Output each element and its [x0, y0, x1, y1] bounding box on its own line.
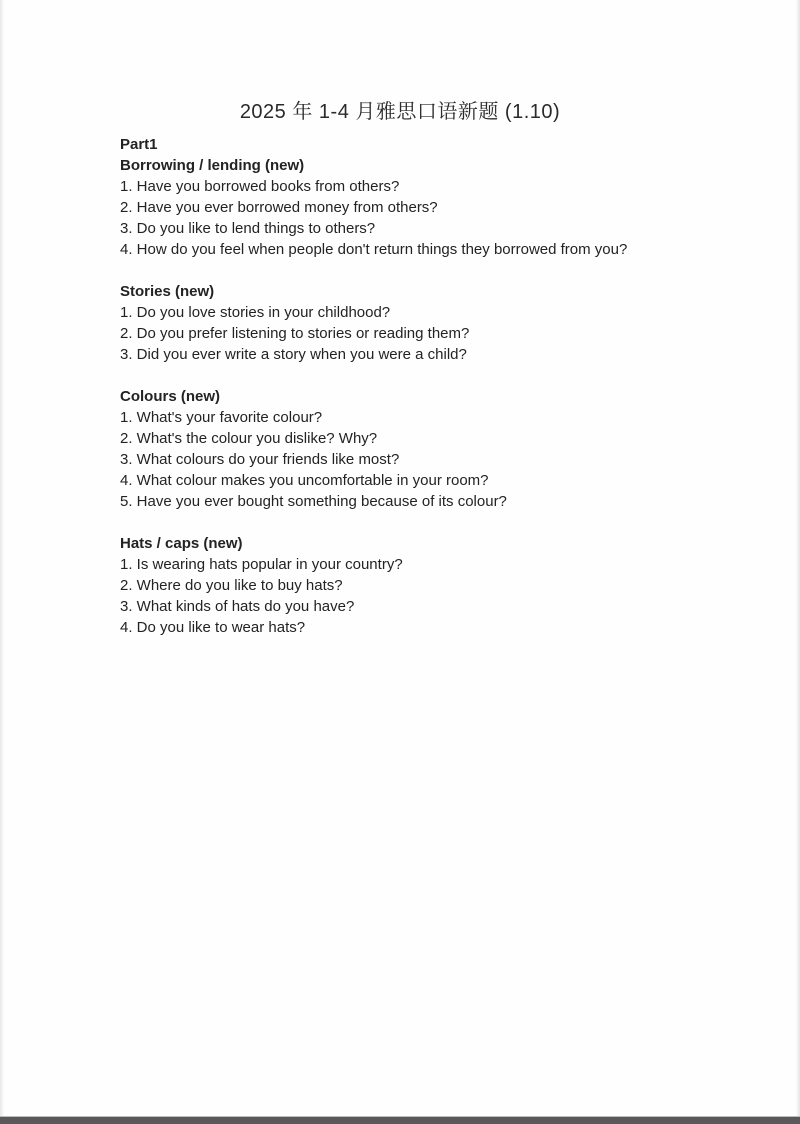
section-heading: Colours (new)	[120, 388, 220, 405]
section-colours	[120, 386, 710, 512]
document-content	[120, 134, 710, 638]
question-line: 2. What's the colour you dislike? Why?	[120, 430, 378, 447]
question-line: 1. Is wearing hats popular in your country?	[120, 556, 403, 573]
document-title: 2025 年 1-4 月雅思口语新题 (1.10)	[239, 101, 561, 123]
question-line: 1. Do you love stories in your childhood?	[120, 304, 391, 321]
section-hats-caps	[120, 533, 710, 638]
question-line: 2. Do you prefer listening to stories or reading them?	[120, 325, 470, 342]
section-heading: Borrowing / lending (new)	[120, 157, 305, 174]
question-line: 3. What colours do your friends like most?	[120, 451, 400, 468]
section-borrowing-lending	[120, 155, 710, 260]
page-bottom-edge	[0, 1117, 800, 1124]
question-line: 3. Did you ever write a story when you were a child?	[120, 346, 467, 363]
part-label: Part1	[120, 136, 158, 153]
page-left-edge	[0, 0, 4, 1124]
question-line: 3. What kinds of hats do you have?	[120, 598, 355, 615]
page-right-edge	[796, 0, 800, 1124]
question-line: 2. Have you ever borrowed money from others?	[120, 199, 438, 216]
section-heading: Hats / caps (new)	[120, 535, 243, 552]
question-line: 1. What's your favorite colour?	[120, 409, 323, 426]
section-stories	[120, 281, 710, 365]
question-line: 5. Have you ever bought something because of its colour?	[120, 493, 507, 510]
question-line: 4. What colour makes you uncomfortable in your room?	[120, 472, 489, 489]
question-line: 4. Do you like to wear hats?	[120, 619, 306, 636]
question-line: 1. Have you borrowed books from others?	[120, 178, 400, 195]
question-line: 4. How do you feel when people don't return things they borrowed from you?	[120, 241, 628, 258]
question-line: 2. Where do you like to buy hats?	[120, 577, 343, 594]
section-heading: Stories (new)	[120, 283, 215, 300]
question-line: 3. Do you like to lend things to others?	[120, 220, 376, 237]
